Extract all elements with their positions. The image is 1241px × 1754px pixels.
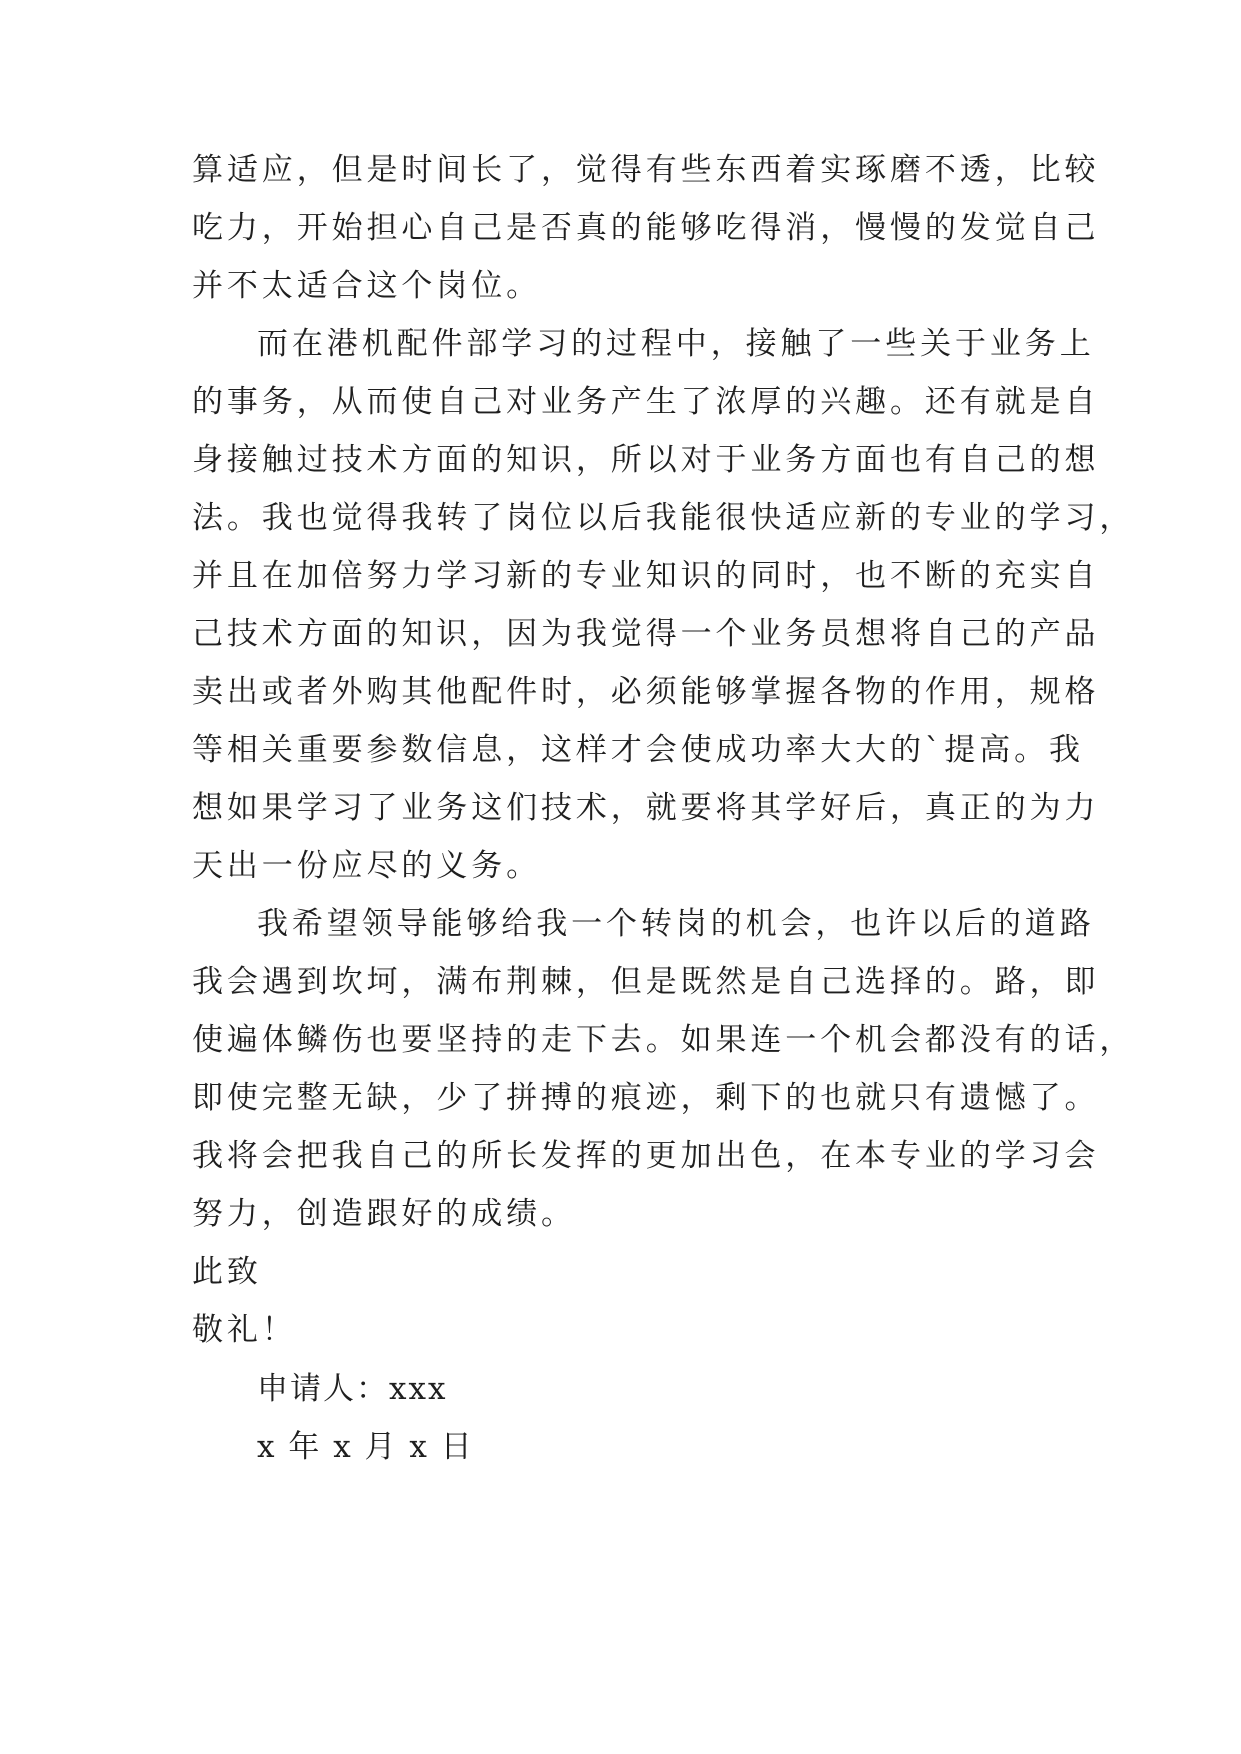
body-line: 己技术方面的知识，因为我觉得一个业务员想将自己的产品 — [192, 616, 1100, 652]
paragraph-start-line: 而在港机配件部学习的过程中，接触了一些关于业务上 — [257, 326, 1095, 362]
body-line: 法。我也觉得我转了岗位以后我能很快适应新的专业的学习， — [192, 500, 1135, 536]
body-line: 身接触过技术方面的知识，所以对于业务方面也有自己的想 — [192, 442, 1100, 478]
closing-regards: 敬礼！ — [192, 1312, 297, 1348]
body-line: 并且在加倍努力学习新的专业知识的同时，也不断的充实自 — [192, 558, 1100, 594]
paragraph-start-line: 我希望领导能够给我一个转岗的机会，也许以后的道路 — [257, 906, 1095, 942]
body-line: 想如果学习了业务这们技术，就要将其学好后，真正的为力 — [192, 790, 1100, 826]
body-line: 即使完整无缺，少了拼搏的痕迹，剩下的也就只有遗憾了。 — [192, 1080, 1100, 1116]
body-line: 并不太适合这个岗位。 — [192, 268, 541, 304]
body-line: 等相关重要参数信息，这样才会使成功率大大的`提高。我 — [192, 732, 1084, 768]
body-line: 吃力，开始担心自己是否真的能够吃得消，慢慢的发觉自己 — [192, 210, 1100, 246]
body-line: 我会遇到坎坷，满布荆棘，但是既然是自己选择的。路，即 — [192, 964, 1100, 1000]
signature-date: x 年 x 月 x 日 — [257, 1429, 474, 1465]
body-line: 天出一份应尽的义务。 — [192, 848, 541, 884]
body-line: 卖出或者外购其他配件时，必须能够掌握各物的作用，规格 — [192, 674, 1100, 710]
body-line: 我将会把我自己的所长发挥的更加出色，在本专业的学习会 — [192, 1138, 1100, 1174]
closing-salutation: 此致 — [192, 1254, 262, 1290]
body-line: 努力，创造跟好的成绩。 — [192, 1196, 576, 1232]
applicant-signature: 申请人：xxx — [257, 1371, 448, 1407]
body-line: 使遍体鳞伤也要坚持的走下去。如果连一个机会都没有的话， — [192, 1022, 1135, 1058]
body-line: 的事务，从而使自己对业务产生了浓厚的兴趣。还有就是自 — [192, 384, 1100, 420]
body-line: 算适应，但是时间长了，觉得有些东西着实琢磨不透，比较 — [192, 152, 1100, 188]
